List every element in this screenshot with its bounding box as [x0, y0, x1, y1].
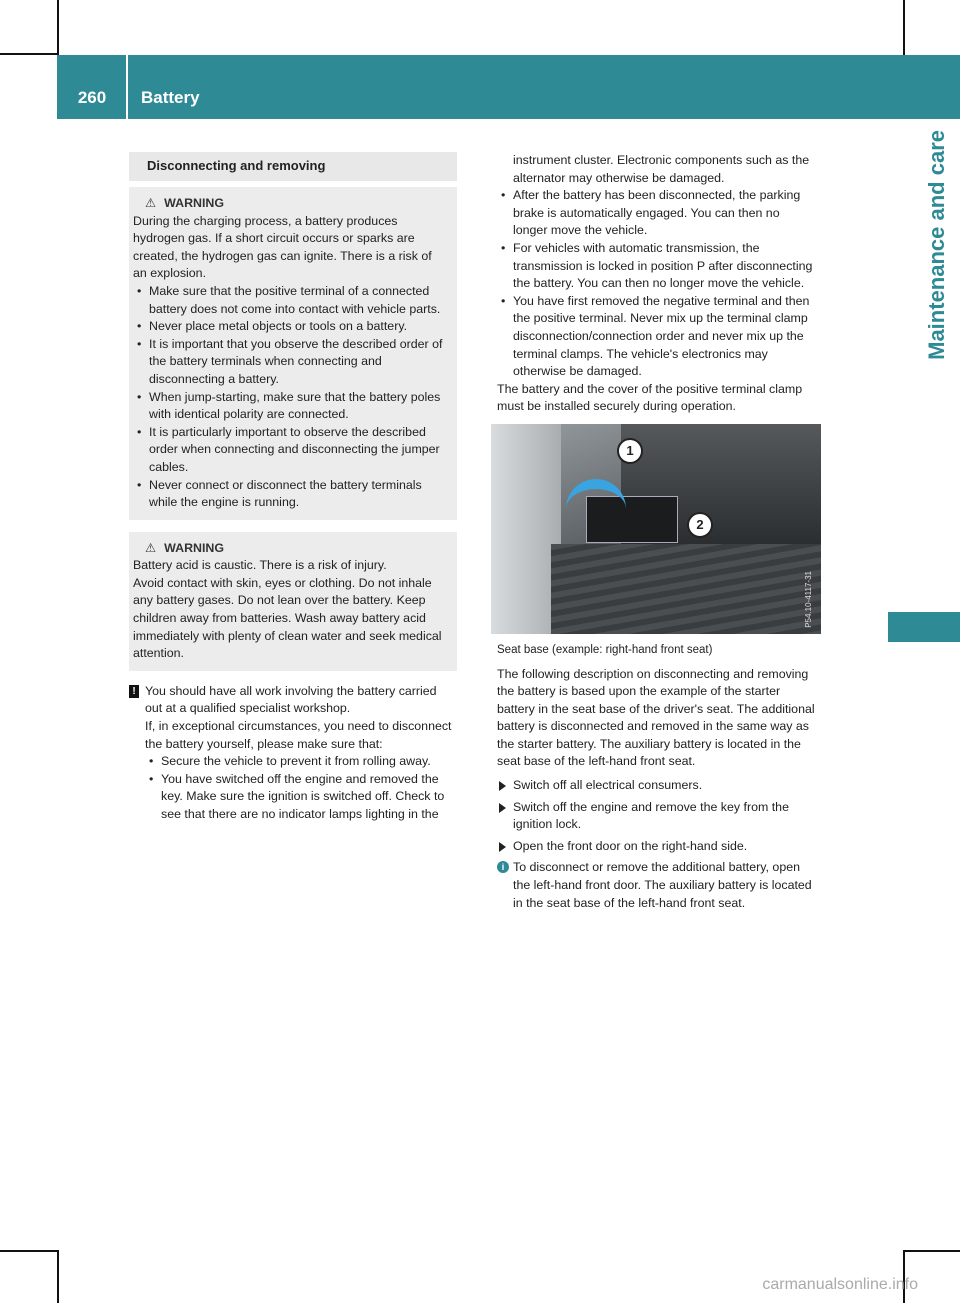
seat-base-photo — [491, 424, 821, 634]
list-item: • After the battery has been disconnected, the parking brake is automatically engaged. You can then no longer move the vehicle. — [497, 187, 817, 240]
callout-2: 2 — [687, 512, 713, 538]
page-number: 260 — [77, 88, 107, 107]
list-item: • You have switched off the engine and removed the key. Make sure the ignition is switched off. Check to see that there are no indicator lamps lighting in the — [145, 771, 457, 824]
warning-list — [133, 283, 447, 512]
figure-caption: Seat base (example: right-hand front seat) — [497, 643, 713, 656]
left-column — [129, 152, 457, 824]
note-list — [145, 753, 457, 823]
list-item: • It is particularly important to observe the described order when connecting and disconnecting the jumper cables. — [133, 424, 447, 477]
info-text: To disconnect or remove the additional battery, open the left-hand front door. The auxiliary battery is located in the seat base of the left-hand front seat. — [513, 860, 812, 910]
list-item: • When jump-starting, make sure that the battery poles with identical polarity are connected. — [133, 389, 447, 424]
exclamation-icon: ! — [129, 685, 139, 698]
warning-icon: ⚠ — [145, 540, 157, 555]
crop-mark — [903, 1250, 960, 1252]
section-heading: Disconnecting and removing — [129, 152, 457, 181]
section-sidebar: Maintenance and care — [924, 130, 949, 360]
list-item: • It is important that you observe the described order of the battery terminals when connecting and disconnecting a battery. — [133, 336, 447, 389]
note-text: If, in exceptional circumstances, you need to disconnect the battery yourself, please make sure that: — [145, 719, 452, 751]
figure-code: P54.10-4117-31 — [804, 571, 814, 628]
list-item: • Never connect or disconnect the battery terminals while the engine is running. — [133, 477, 447, 512]
crop-mark — [0, 53, 57, 55]
note-list — [497, 187, 817, 381]
footer-watermark: carmanualsonline.info — [762, 1276, 918, 1293]
list-item: • Secure the vehicle to prevent it from rolling away. — [145, 753, 457, 771]
door-sill — [551, 544, 821, 634]
warning-heading: ⚠ WARNING — [145, 195, 447, 213]
crop-mark — [57, 1250, 59, 1303]
warning-heading: ⚠ WARNING — [145, 540, 447, 558]
section-tab — [888, 612, 960, 642]
note-text: You should have all work involving the battery carried out at a qualified specialist workshop. — [145, 683, 437, 716]
callout-1: 1 — [617, 438, 643, 464]
step: Switch off the engine and remove the key from the ignition lock. — [497, 799, 817, 834]
step: Open the front door on the right-hand side. — [497, 838, 817, 856]
note-continued — [497, 152, 817, 381]
page-header — [57, 55, 960, 119]
step: Switch off all electrical consumers. — [497, 777, 817, 795]
right-column — [497, 152, 817, 912]
warning-text: During the charging process, a battery produces hydrogen gas. If a short circuit occurs or sparks are created, the hydrogen gas can ignite. There is a risk of an explosion. — [133, 213, 432, 281]
page-title: Battery — [141, 88, 200, 107]
info-icon: i — [497, 861, 509, 873]
warning-box — [129, 187, 457, 520]
list-item: • Make sure that the positive terminal of a connected battery does not come into contact with vehicle parts. — [133, 283, 447, 318]
warning-box — [129, 532, 457, 671]
arrow-icon — [566, 479, 626, 513]
description: The following description on disconnecting and removing the battery is based upon the example of the starter battery in the seat base of the driver's seat. The additional battery is disconnected and removed in the same way as the starter battery. The auxiliary battery is located in the seat base of the left-hand front seat. — [497, 666, 815, 769]
crop-mark — [0, 1250, 57, 1252]
crop-mark — [903, 0, 905, 55]
info-note — [497, 859, 817, 912]
list-item: • Never place metal objects or tools on a battery. — [133, 318, 447, 336]
list-item: • For vehicles with automatic transmission, the transmission is locked in position P after disconnecting the battery. You can then no longer move the vehicle. — [497, 240, 817, 293]
list-item: • You have first removed the negative terminal and then the positive terminal. Never mix up the terminal clamp disconnection/connection order and never mix up the terminal clamps. The vehicle's electronics may otherwise be damaged. — [497, 293, 817, 381]
warning-text: Battery acid is caustic. There is a risk of injury. — [133, 558, 387, 573]
note-closing: The battery and the cover of the positive terminal clamp must be installed securely during operation. — [497, 381, 803, 414]
note — [129, 683, 457, 824]
warning-text: Avoid contact with skin, eyes or clothing. Do not inhale any battery gases. Do not lean over the battery. Keep children away from batteries. Wash away battery acid immediately with plenty of clean water and seek medical attention. — [133, 575, 442, 661]
warning-icon: ⚠ — [145, 196, 157, 210]
crop-mark — [57, 0, 59, 55]
header-divider — [126, 55, 128, 119]
note-text-continued: instrument cluster. Electronic components such as the alternator may otherwise be damaged. — [513, 153, 810, 185]
